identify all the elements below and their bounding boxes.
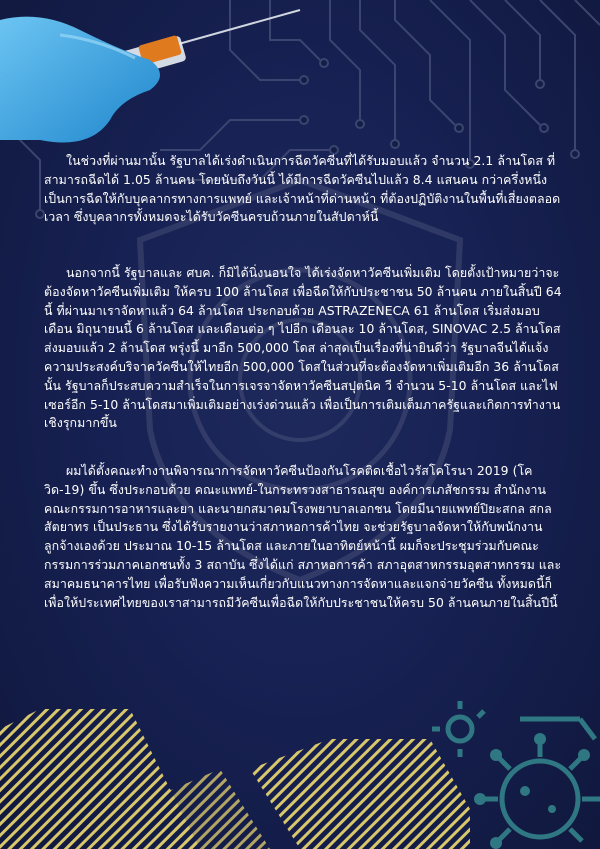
- diagonal-stripes-icon: [0, 709, 470, 849]
- virus-icon: [430, 699, 600, 849]
- paragraph-2-container: [44, 264, 566, 433]
- paragraph-1-container: [44, 152, 566, 227]
- paragraph-1: ในช่วงที่ผ่านมานั้น รัฐบาลได้เร่งดำเนินการฉีดวัคซีนที่ได้รับมอบแล้ว จำนวน 2.1 ล้านโดส ที่สามารถฉีดได้ 1.05 ล้านคน โดยนับถึงวันนี้ ได้มีการฉีดวัคซีนไปแล้ว 8.4 แสนคน กว่าครึ่งหนึ่ง เป็นการฉีดให้กับบุคลากรทางการแพทย์ และเจ้าหน้าที่ด่านหน้า ที่ต้องปฏิบัติงานในพื้นที่เสี่ยงตลอดเวลา ซึ่งบุคลากรทั้งหมดจะได้รับวัคซีนครบถ้วนภายในสัปดาห์นี้: [44, 153, 561, 225]
- paragraph-3: ผมได้ตั้งคณะทำงานพิจารณาการจัดหาวัคซีนป้องกันโรคติดเชื้อไวรัสโคโรนา 2019 (โควิด-19) ขึ้น ซึ่งประกอบด้วย คณะแพทย์-ในกระทรวงสาธารณสุข องค์การเภสัชกรรม สำนักงานคณะกรรมการอาหารและยา และนายกสมาคมโรงพยาบาลเอกชน โดยมีนายแพทย์ปิยะสกล สกลสัตยาทร เป็นประธาน ซึ่งได้รับรายงานว่าสภาหอการค้าไทย จะช่วยรัฐบาลจัดหาให้กับพนักงานลูกจ้างเองด้วย ประมาณ 10-15 ล้านโดส และภายในอาทิตย์หน้านี้ ผมก็จะประชุมร่วมกับคณะกรรมการร่วมภาคเอกชนทั้ง 3 สถาบัน ซึ่งได้แก่ สภาหอการค้า สภาอุตสาหกรรมอุตสาหกรรม และสมาคมธนาคารไทย เพื่อรับฟังความเห็นเกี่ยวกับแนวทางการจัดหาและแจกจ่ายวัคซีน ทั้งหมดนี้ก็เพื่อให้ประเทศไทยของเราสามารถมีวัคซีนเพื่อฉีดให้กับประชาชนให้ครบ 50 ล้านคนภายในสิ้นปีนี้: [44, 463, 562, 610]
- paragraph-3-container: [44, 462, 566, 612]
- paragraph-2: นอกจากนี้ รัฐบาลและ ศบค. ก็มิได้นิ่งนอนใจ ได้เร่งจัดหาวัคซีนเพิ่มเติม โดยตั้งเป้าหมายว่าจะต้องจัดหาวัคซีนเพิ่มเติม ให้ครบ 100 ล้านโดส เพื่อฉีดให้กับประชาชน 50 ล้านคน ภายในสิ้นปี 64 นี้ ที่ผ่านมาเราจัดหาแล้ว 64 ล้านโดส ประกอบด้วย ASTRAZENECA 61 ล้านโดส เริ่มส่งมอบเดือน มิถุนายนนี้ 6 ล้านโดส และเดือนต่อ ๆ ไปอีก เดือนละ 10 ล้านโดส, SINOVAC 2.5 ล้านโดส ส่งมอบแล้ว 2 ล้านโดส พรุ่งนี้ มาอีก 500,000 โดส ล่าสุดเป็นเรื่องที่น่ายินดีว่า รัฐบาลจีนได้แจ้งความประสงค์บริจาควัคซีนให้ไทยอีก 500,000 โดสในส่วนที่จะต้องจัดหาเพิ่มเติมอีก 36 ล้านโดส นั้น รัฐบาลก็ประสบความสำเร็จในการเจรจาจัดหาวัคซีนสปุตนิค วี จำนวน 5-10 ล้านโดส และไฟเซอร์อีก 5-10 ล้านโดสมาเพิ่มเติมอย่างเร่งด่วนแล้ว เพื่อเป็นการเติมเต็มภาครัฐและเกิดการทำงานเชิงรุกมากขึ้น: [44, 265, 562, 431]
- syringe-with-gloved-hand-icon: [0, 0, 320, 160]
